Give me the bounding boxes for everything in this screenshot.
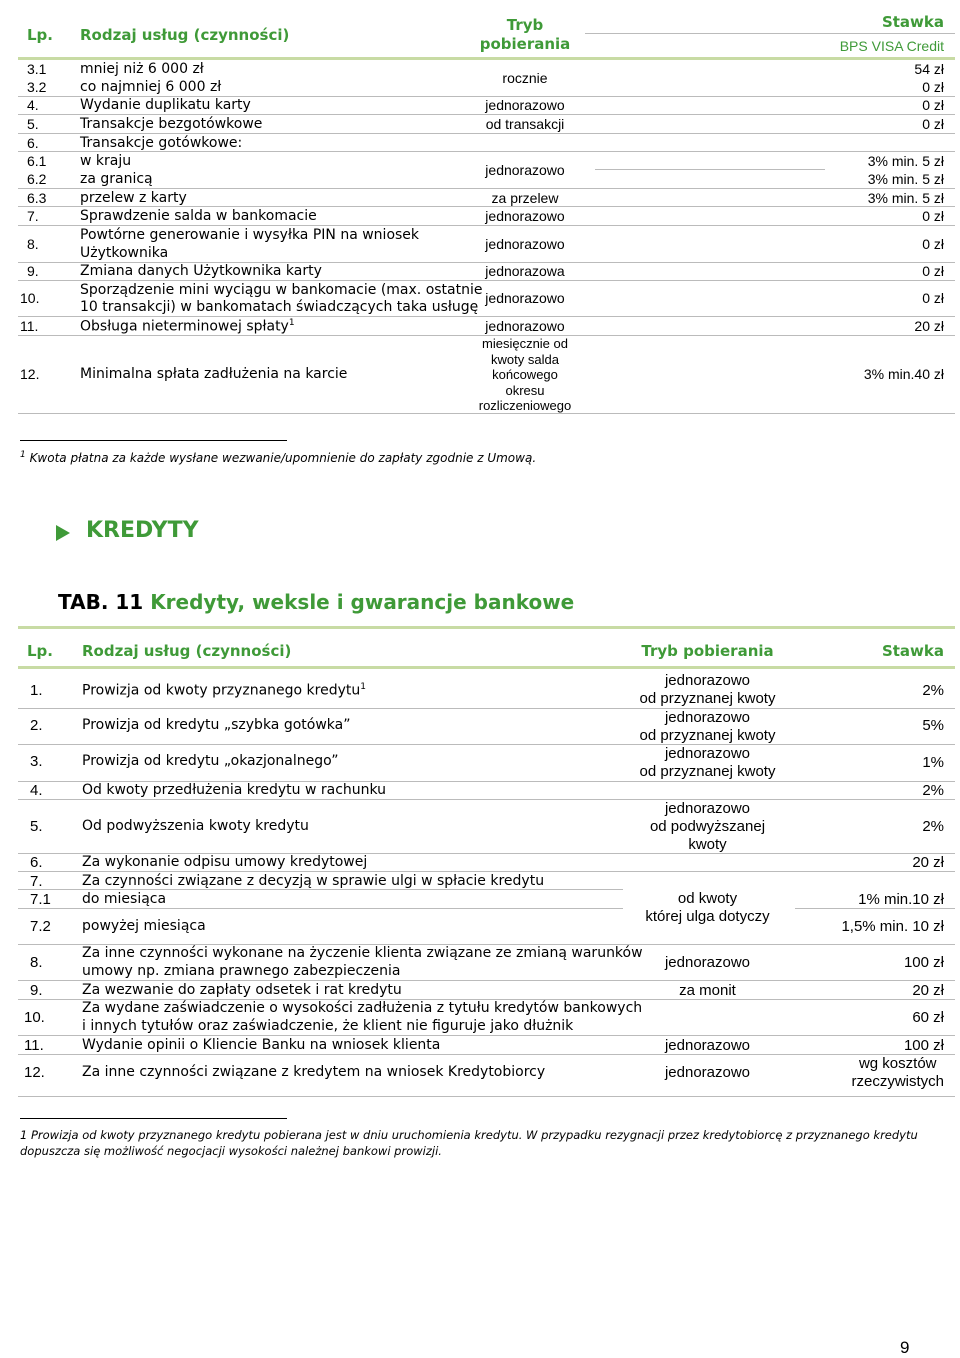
service: mniej niż 6 000 zł: [80, 61, 204, 77]
lp: 9.: [30, 982, 43, 999]
service: Zmiana danych Użytkownika karty: [80, 263, 322, 279]
rate: 20 zł: [912, 854, 944, 871]
lp: 1.: [30, 682, 43, 699]
service: Obsługa nieterminowej spłaty$^1$: [80, 318, 295, 335]
mode: jednorazowo od przyznanej kwoty: [639, 709, 776, 744]
rate: 0 zł: [922, 97, 944, 113]
lp: 6.: [27, 135, 39, 151]
lp: 8.: [30, 954, 43, 971]
rate-subheader: BPS VISA Credit: [839, 38, 944, 54]
mode: jednorazowo: [485, 290, 565, 306]
lp: 7.: [30, 873, 43, 890]
lp: 5.: [30, 818, 43, 835]
col-rate-header: Stawka: [881, 642, 944, 660]
rate: 3% min. 5 zł: [867, 190, 944, 206]
footnote-2: 1 Prowizja od kwoty przyznanego kredytu pobierana jest w dniu uruchomienia kredytu. W przypadku rezygnacji przez kredytobiorcę z przyznanego kredytu: [20, 1128, 918, 1142]
service: powyżej miesiąca: [82, 918, 206, 934]
service: Od podwyższenia kwoty kredytu: [82, 818, 309, 834]
lp: 7.1: [30, 891, 51, 908]
rate: 0 zł: [922, 208, 944, 224]
service: Powtórne generowanie i wysyłka PIN na wniosek: [80, 227, 420, 243]
service-line-2: 10 transakcji) w bankomatach świadczących taka usługę: [80, 299, 479, 315]
lp: 4.: [30, 782, 43, 799]
service: Wydanie opinii o Kliencie Banku na wniosek klienta: [82, 1037, 441, 1053]
rate: 0 zł: [922, 290, 944, 306]
lp: 6.2: [27, 171, 47, 187]
service: Prowizja od kredytu „szybka gotówka”: [82, 717, 351, 733]
rate: 1% min.10 zł: [858, 891, 944, 908]
lp: 4.: [27, 97, 39, 113]
mode: jednorazowo od przyznanej kwoty: [639, 672, 776, 707]
section-title: KREDYTY: [86, 518, 199, 543]
mode: jednorazowo: [485, 162, 565, 178]
rate: 2%: [922, 782, 944, 799]
service: do miesiąca: [82, 891, 167, 907]
rate: 0 zł: [922, 236, 944, 252]
mode: za monit: [679, 982, 736, 999]
page-number: 9: [900, 1338, 910, 1357]
rate: 100 zł: [903, 954, 944, 971]
service: Minimalna spłata zadłużenia na karcie: [80, 366, 348, 382]
mode: jednorazowo od podwyższanej kwoty: [649, 800, 766, 853]
footnote-1: $^1$ Kwota płatna za każde wysłane wezwanie/upomnienie do zapłaty zgodnie z Umową.: [20, 450, 537, 465]
mode: jednorazowo: [485, 97, 565, 113]
rate: 0 zł: [922, 79, 944, 95]
col-mode-header: Tryb pobierania: [479, 16, 571, 53]
rate: 20 zł: [912, 982, 944, 999]
mode: rocznie: [502, 70, 548, 86]
lp: 6.3: [27, 190, 47, 206]
col-service-header: Rodzaj usług (czynności): [82, 642, 292, 660]
lp: 5.: [27, 116, 39, 132]
lp: 3.: [30, 753, 43, 770]
service: Sporządzenie mini wyciągu w bankomacie (max. ostatnie: [80, 282, 483, 298]
mode: miesięcznie od kwoty salda końcowego okresu rozliczeniowego: [478, 336, 572, 413]
mode: jednorazowo: [664, 1064, 751, 1081]
service: Za wezwanie do zapłaty odsetek i rat kredytu: [82, 982, 402, 998]
rate: 2%: [922, 682, 944, 699]
lp: 11.: [24, 1037, 44, 1054]
service: za granicą: [80, 171, 153, 187]
service: Za wydane zaświadczenie o wysokości zadłużenia z tytułu kredytów bankowych: [82, 1000, 643, 1016]
rate: 1,5% min. 10 zł: [841, 918, 944, 935]
service: Transakcje gotówkowe:: [80, 135, 243, 151]
lp: 6.: [30, 854, 43, 871]
mode: od kwoty której ulga dotyczy: [645, 890, 770, 925]
table-caption: TAB. 11 Kredyty, weksle i gwarancje bankowe: [58, 590, 575, 614]
service: Transakcje bezgotówkowe: [80, 116, 263, 132]
service: Wydanie duplikatu karty: [80, 97, 251, 113]
mode: jednorazowo: [485, 318, 565, 334]
lp: 11.: [20, 318, 39, 334]
rate: 3% min. 5 zł: [867, 171, 944, 187]
lp: 9.: [27, 263, 39, 279]
mode: jednorazowo: [664, 1037, 751, 1054]
lp: 7.: [27, 208, 39, 224]
mode: od transakcji: [485, 116, 565, 132]
rate: 1%: [922, 754, 944, 771]
rate: 3% min. 5 zł: [867, 153, 944, 169]
service-line-2: i innych tytułów oraz zaświadczenie, że klient nie figuruje jako dłużnik: [82, 1018, 574, 1034]
service: Za inne czynności wykonane na życzenie klienta związane ze zmianą warunków: [82, 945, 643, 961]
rate: 2%: [922, 818, 944, 835]
mode: jednorazowo: [664, 954, 751, 971]
rate: 54 zł: [914, 61, 944, 77]
lp: 7.2: [30, 918, 51, 935]
col-rate-header: Stawka: [881, 13, 944, 31]
play-arrow-icon: [54, 523, 72, 543]
rate: 0 zł: [922, 116, 944, 132]
rate: 5%: [922, 717, 944, 734]
service: Od kwoty przedłużenia kredytu w rachunku: [82, 782, 387, 798]
lp: 10.: [20, 290, 40, 306]
lp: 12.: [24, 1064, 45, 1081]
rate: 0 zł: [922, 263, 944, 279]
service: Za wykonanie odpisu umowy kredytowej: [82, 854, 368, 870]
rate: 20 zł: [914, 318, 944, 334]
rate: wg kosztów rzeczywistych: [851, 1055, 944, 1090]
service: Za inne czynności związane z kredytem na wniosek Kredytobiorcy: [82, 1064, 546, 1080]
col-lp-header: Lp.: [27, 642, 53, 660]
service: co najmniej 6 000 zł: [80, 79, 222, 95]
mode: za przelew: [491, 190, 559, 206]
col-mode-header: Tryb pobierania: [641, 642, 774, 660]
service: Prowizja od kwoty przyznanego kredytu$^1$: [82, 682, 366, 699]
service-line-2: Użytkownika: [80, 245, 169, 261]
lp: 8.: [27, 236, 39, 252]
rate: 60 zł: [912, 1009, 944, 1026]
mode: jednorazowo: [485, 236, 565, 252]
col-lp-header: Lp.: [27, 26, 53, 44]
footnote-2-line-2: dopuszcza się możliwość negocjacji wysokości należnej bankowi prowizji.: [20, 1144, 442, 1158]
lp: 10.: [24, 1009, 45, 1026]
service-line-2: umowy np. zmiana prawnego zabezpieczenia: [82, 963, 401, 979]
mode: jednorazowa: [485, 263, 565, 279]
rate: 100 zł: [903, 1037, 944, 1054]
mode: jednorazowo: [485, 208, 565, 224]
lp: 3.2: [27, 79, 47, 95]
lp: 3.1: [27, 61, 47, 77]
rate: 3% min.40 zł: [863, 366, 944, 382]
service: Prowizja od kredytu „okazjonalnego”: [82, 753, 339, 769]
col-service-header: Rodzaj usług (czynności): [80, 26, 290, 44]
mode: jednorazowo od przyznanej kwoty: [639, 745, 776, 780]
lp: 12.: [20, 366, 40, 382]
service: Za czynności związane z decyzją w sprawie ulgi w spłacie kredytu: [82, 873, 545, 889]
service: w kraju: [80, 153, 132, 169]
lp: 6.1: [27, 153, 47, 169]
service: Sprawdzenie salda w bankomacie: [80, 208, 317, 224]
lp: 2.: [30, 717, 43, 734]
service: przelew z karty: [80, 190, 187, 206]
